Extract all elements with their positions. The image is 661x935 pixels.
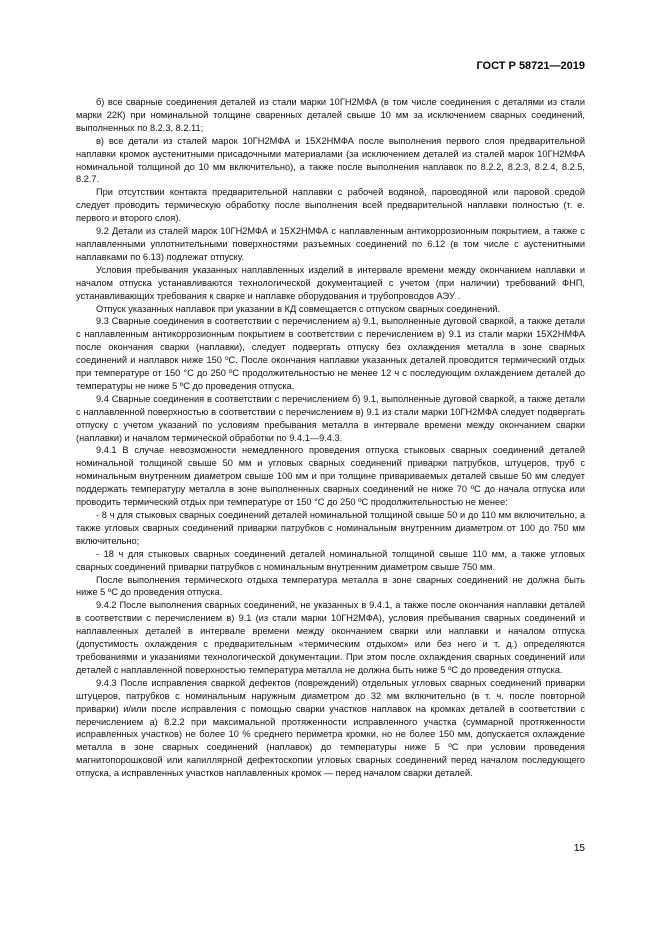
- paragraph-9-4-3: 9.4.3 После исправления сваркой дефектов (повреждений) отдельных угловых сварных соединений приварки штуцеров, патрубков с номинальным наружным диаметром до 32 мм включительно (в т. ч. после повторной приварки) и/или после исправления с помощью сварки участков наплавок на кромках деталей в соответствии с перечислением а) 8.2.2 при максимальной протяженности исправленного участка (суммарной протяженности исправленных участков) не более 10 % среднего периметра кромки, но не более 150 мм, допускается охлаждение металла в зоне сварных соединений (наплавок) до температуры ниже 5 ºС при условии проведения магнитопорошковой или капиллярной дефектоскопии угловых сварных соединений перед началом последующего отпуска, а исправленных участков наплавленных кромок — перед началом сварки деталей.: [76, 677, 585, 779]
- paragraph-9-4: 9.4 Сварные соединения в соответствии с перечислением б) 9.1, выполненные дуговой сваркой, а также детали с наплавленной поверхностью в соответствии с перечислением в) 9.1 из стали марки 10ГН2МФА следует подвергать отпуску с учетом указаний по условиям пребывания металла в интервале времени между окончанием сварки (наплавки) и началом термической обработки по 9.4.1—9.4.3.: [76, 393, 585, 443]
- list-item-8h: - 8 ч для стыковых сварных соединений деталей номинальной толщиной свыше 50 и до 110 мм включительно, а также угловых сварных соединений приварки патрубков с номинальным внутренним диаметром от 100 до 750 мм включительно;: [76, 510, 585, 546]
- paragraph-after-thermal-rest: После выполнения термического отдыха температура металла в зоне сварных соединений не должна быть ниже 5 ºС до проведения отпуска.: [76, 574, 585, 598]
- paragraph-b-welded-joints: б) все сварные соединения деталей из стали марки 10ГН2МФА (в том числе соединения с деталями из стали марки 22К) при номинальной толщине сваренных деталей свыше 10 мм за исключением сварных соединений, выполненных по 8.2.3, 8.2.11;: [76, 97, 585, 133]
- page-number: 15: [573, 843, 585, 854]
- paragraph-v-steel-parts: в) все детали из сталей марок 10ГН2МФА и 15Х2НМФА после выполнения первого слоя предварительной наплавки кромок аустенитными присадочными материалами (за исключением деталей из сталей марок 10ГН2МФА номинальной толщиной до 10 мм включительно), а также после выполнения наплавок по 8.2.2, 8.2.3, 8.2.4, 8.2.5, 8.2.7.: [76, 135, 585, 185]
- paragraph-no-contact: При отсутствии контакта предварительной наплавки с рабочей водяной, пароводяной или паровой средой следует проводить термическую обработку после выполнения всей предварительной наплавки полностью (т. е. первого и второго слоя).: [76, 187, 585, 224]
- paragraph-stay-conditions: Условия пребывания указанных наплавленных изделий в интервале времени между окончанием наплавки и началом отпуска устанавливаются технологической документацией с учетом (при наличии) требований ФНП, устанавливающих требования к сварке и наплавке оборудования и трубопроводов АЭУ .: [76, 264, 585, 301]
- paragraph-9-4-1: 9.4.1 В случае невозможности немедленного проведения отпуска стыковых сварных соединений деталей номинальной толщиной свыше 50 мм и угловых сварных соединений приварки патрубков, штуцеров, труб с номинальным внутренним диаметром свыше 100 мм и при толщине привариваемых деталей свыше 50 мм следует поддержать температуру металла в зоне выполненных сварных соединений не ниже 70 ºС до начала отпуска или проводить термический отдых при температуре от 150 °С до 250 ºС продолжительностью не менее:: [76, 445, 585, 508]
- paragraph-9-3: 9.3 Сварные соединения в соответствии с перечислением а) 9.1, выполненные дуговой сваркой, а также детали с наплавленным антикоррозионным покрытием в соответствии с перечислением в) 9.1 из стали марки 15Х2НМФА после окончания сварки (наплавки), следует подвергать отпуску без охлаждения металла в зоне сварных соединений и наплавок ниже 150 ºС. После окончания наплавки указанных деталей проводится термический отдых при температуре от 150 °С до 250 ºС продолжительностью не менее 12 ч с последующим охлаждением деталей до температуры не ниже 5 ºС до проведения отпуска.: [76, 316, 585, 391]
- paragraph-tempering-combined: Отпуск указанных наплавок при указании в КД совмещается с отпуском сварных соединений.: [96, 303, 501, 314]
- paragraph-9-4-2: 9.4.2 После выполнения сварных соединений, не указанных в 9.4.1, а также после окончания наплавки деталей в соответствии с перечислением в) 9.1 (из стали марки 10ГН2МФА), условия пребывания сварных соединений и наплавленных деталей в интервале времени между окончанием сварки или наплавки и началом отпуска (допустимость охлаждения с предварительным «термическим отдыхом» или без него и т. д.) определяются требованиями и указаниями технологической документации. При этом после охлаждения сварных соединений или деталей с наплавленной поверхностью температура металла не должна быть ниже 5 ºС до проведения отпуска.: [76, 600, 585, 675]
- list-item-18h: - 18 ч для стыковых сварных соединений деталей номинальной толщиной свыше 110 мм, а также угловых сварных соединений приварки патрубков с номинальным внутренним диаметром свыше 750 мм.: [76, 548, 585, 572]
- standard-header: ГОСТ Р 58721—2019: [476, 60, 585, 72]
- body-text: [76, 96, 585, 780]
- paragraph-9-2: 9.2 Детали из сталей марок 10ГН2МФА и 15Х2НМФА с наплавленным антикоррозионным покрытием, а также с наплавленными уплотнительными поверхностями разъемных соединений по 6.12 (в том числе с аустенитными наплавками по 6.13) подлежат отпуску.: [76, 226, 585, 262]
